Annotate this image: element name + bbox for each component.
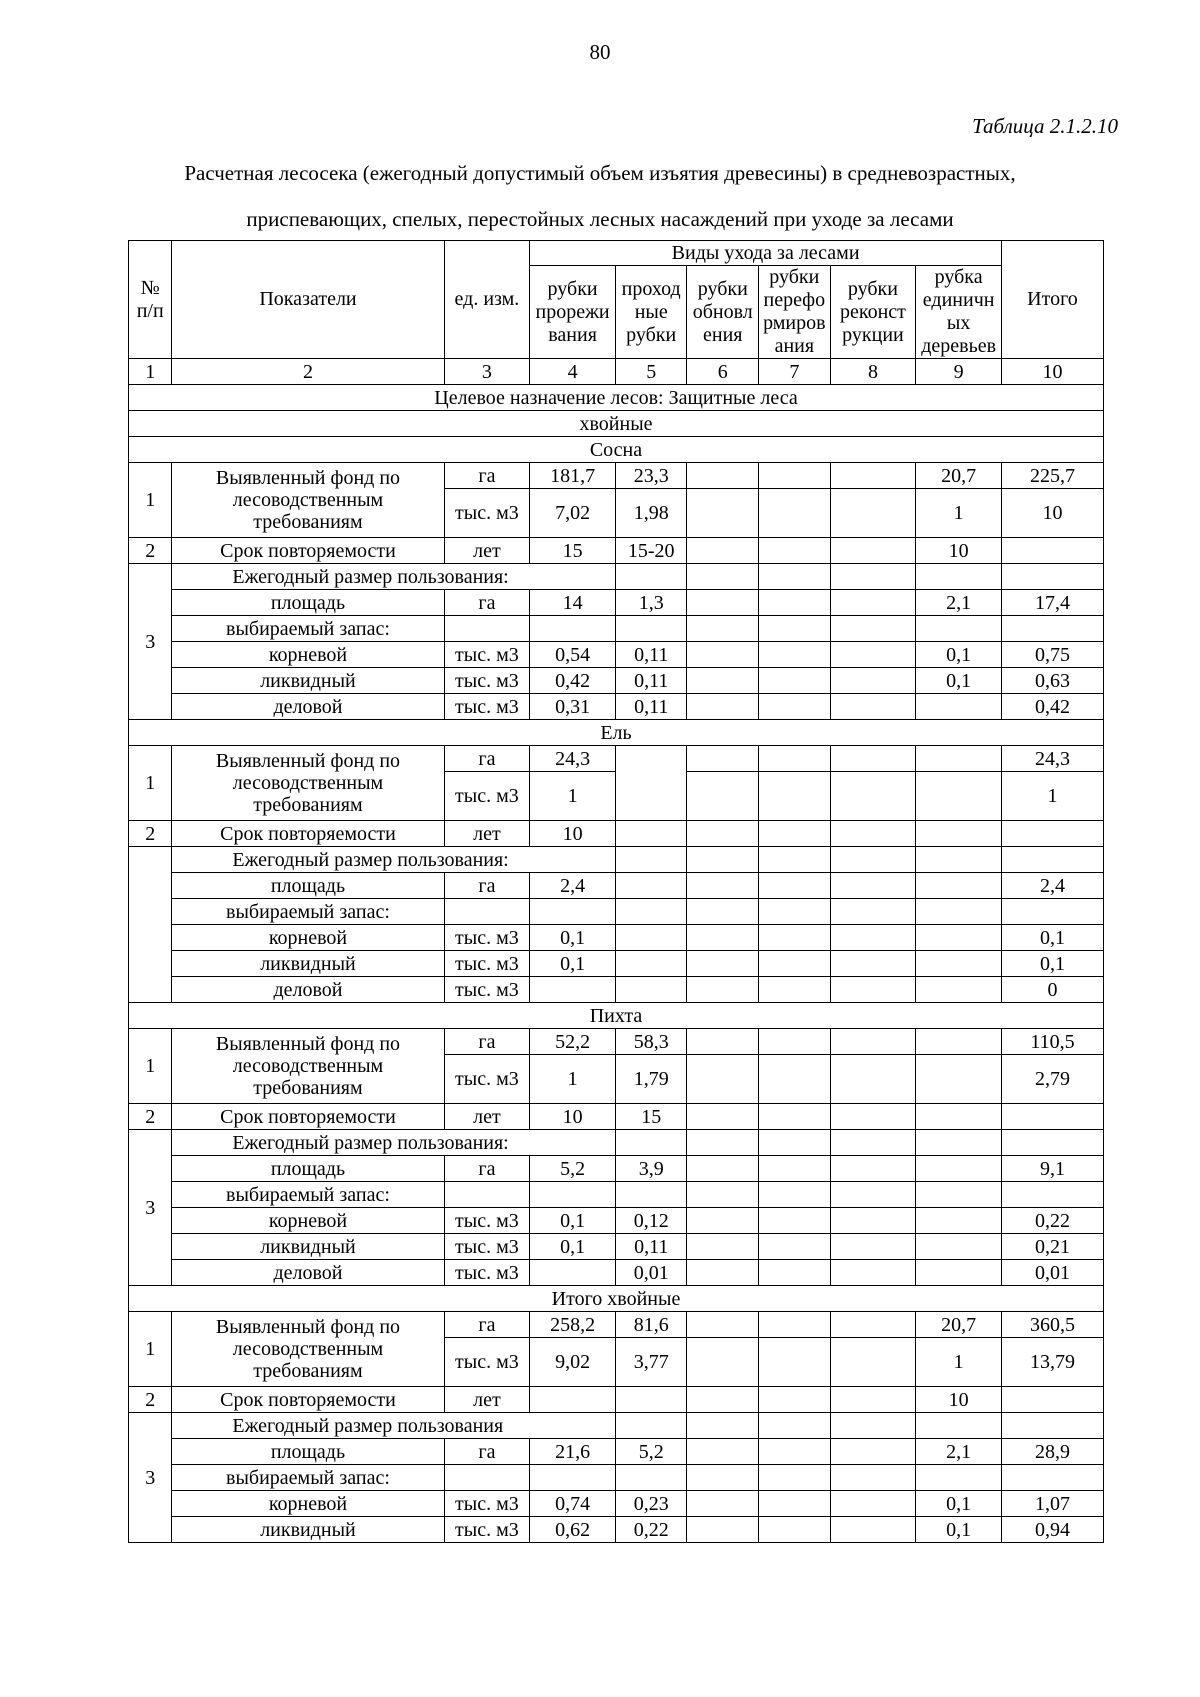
table-row: площадь га 14 1,3 2,1 17,4 (129, 590, 1104, 616)
table-row: 3 Ежегодный размер пользования: (129, 564, 1104, 590)
table-row: выбираемый запас: (129, 899, 1104, 925)
table-row: ликвидный тыс. м3 0,62 0,22 0,1 0,94 (129, 1517, 1104, 1543)
table-row: корневой тыс. м3 0,54 0,11 0,1 0,75 (129, 642, 1104, 668)
section-purpose: Целевое назначение лесов: Защитные леса (129, 385, 1104, 411)
table-row: деловой тыс. м3 0,31 0,11 0,42 (129, 694, 1104, 720)
table-row: 3 Ежегодный размер пользования (129, 1413, 1104, 1439)
table-row: 1 Выявленный фонд по лесоводственным требованиям га 181,7 23,3 20,7 225,7 (129, 463, 1104, 489)
table-row: тыс. м3 9,02 3,77 1 13,79 (129, 1338, 1104, 1387)
table-row: 1 Выявленный фонд по лесоводственным требованиям га 258,2 81,6 20,7 360,5 (129, 1312, 1104, 1338)
column-number: 8 (830, 359, 916, 385)
column-number: 3 (444, 359, 530, 385)
table-row: площадь га 21,6 5,2 2,1 28,9 (129, 1439, 1104, 1465)
header-indicators: Показатели (172, 241, 444, 359)
table-row: тыс. м3 1 1 (129, 772, 1104, 821)
header-num: № п/п (129, 241, 172, 359)
column-number: 2 (172, 359, 444, 385)
header-col7: рубки перефо рмиров ания (759, 266, 831, 359)
table-row: тыс. м3 1 1,79 2,79 (129, 1055, 1104, 1104)
table-row: площадь га 2,4 2,4 (129, 873, 1104, 899)
felling-table (128, 240, 1104, 1543)
section-row (129, 437, 1104, 463)
title-line-1: Расчетная лесосека (ежегодный допустимый объем изъятия древесины) в средневозрастных, (184, 161, 1016, 185)
header-col4: рубки прорежи вания (530, 266, 616, 359)
table-title (100, 150, 1100, 242)
section-row (129, 720, 1104, 746)
section-fir: Пихта (129, 1003, 1104, 1029)
table-row: ликвидный тыс. м3 0,1 0,1 (129, 951, 1104, 977)
column-number: 7 (759, 359, 831, 385)
table-row: 3 Ежегодный размер пользования: (129, 1130, 1104, 1156)
section-spruce: Ель (129, 720, 1104, 746)
header-group: Виды ухода за лесами (530, 241, 1002, 266)
header-col5: проход ные рубки (615, 266, 687, 359)
table-row: деловой тыс. м3 0,01 0,01 (129, 1260, 1104, 1286)
section-row (129, 385, 1104, 411)
table-row: Ежегодный размер пользования: (129, 847, 1104, 873)
column-number: 4 (530, 359, 616, 385)
table-row: площадь га 5,2 3,9 9,1 (129, 1156, 1104, 1182)
table-label: Таблица 2.1.2.10 (972, 114, 1118, 138)
table-row: деловой тыс. м3 0 (129, 977, 1104, 1003)
table-row: 2 Срок повторяемости лет 15 15-20 10 (129, 538, 1104, 564)
header-col8: рубки реконст рукции (830, 266, 916, 359)
section-row (129, 411, 1104, 437)
table-row: корневой тыс. м3 0,74 0,23 0,1 1,07 (129, 1491, 1104, 1517)
header-col6: рубки обновл ения (687, 266, 759, 359)
column-number: 6 (687, 359, 759, 385)
page-number: 80 (589, 40, 611, 64)
table-row: ликвидный тыс. м3 0,42 0,11 0,1 0,63 (129, 668, 1104, 694)
table-row: 1 Выявленный фонд по лесоводственным требованиям га 24,3 24,3 (129, 746, 1104, 772)
table-row: ликвидный тыс. м3 0,1 0,11 0,21 (129, 1234, 1104, 1260)
table-row: выбираемый запас: (129, 1465, 1104, 1491)
column-number: 9 (916, 359, 1002, 385)
table-row: тыс. м3 7,02 1,98 1 10 (129, 489, 1104, 538)
column-number: 1 (129, 359, 172, 385)
fund-label: Выявленный фонд по лесоводственным требованиям (172, 746, 444, 821)
column-number: 5 (615, 359, 687, 385)
table-row: корневой тыс. м3 0,1 0,12 0,22 (129, 1208, 1104, 1234)
header-row-1 (129, 241, 1104, 266)
section-row (129, 1003, 1104, 1029)
table-row: 2 Срок повторяемости лет 10 (129, 821, 1104, 847)
table-row: 2 Срок повторяемости лет 10 15 (129, 1104, 1104, 1130)
section-conifers: хвойные (129, 411, 1104, 437)
section-pine: Сосна (129, 437, 1104, 463)
table-row: корневой тыс. м3 0,1 0,1 (129, 925, 1104, 951)
header-unit: ед. изм. (444, 241, 530, 359)
fund-label: Выявленный фонд по лесоводственным требованиям (172, 1312, 444, 1387)
column-number: 10 (1001, 359, 1103, 385)
title-line-2: приспевающих, спелых, перестойных лесных насаждений при уходе за лесами (246, 207, 954, 231)
fund-label: Выявленный фонд по лесоводственным требованиям (172, 1029, 444, 1104)
section-row (129, 1286, 1104, 1312)
section-total-conifers: Итого хвойные (129, 1286, 1104, 1312)
table-row: 1 Выявленный фонд по лесоводственным требованиям га 52,2 58,3 110,5 (129, 1029, 1104, 1055)
table-row: выбираемый запас: (129, 1182, 1104, 1208)
header-col9: рубка единичн ых деревьев (916, 266, 1002, 359)
header-total: Итого (1001, 241, 1103, 359)
table-row: 2 Срок повторяемости лет 10 (129, 1387, 1104, 1413)
column-numbers-row (129, 359, 1104, 385)
table-row: выбираемый запас: (129, 616, 1104, 642)
fund-label: Выявленный фонд по лесоводственным требованиям (172, 463, 444, 538)
